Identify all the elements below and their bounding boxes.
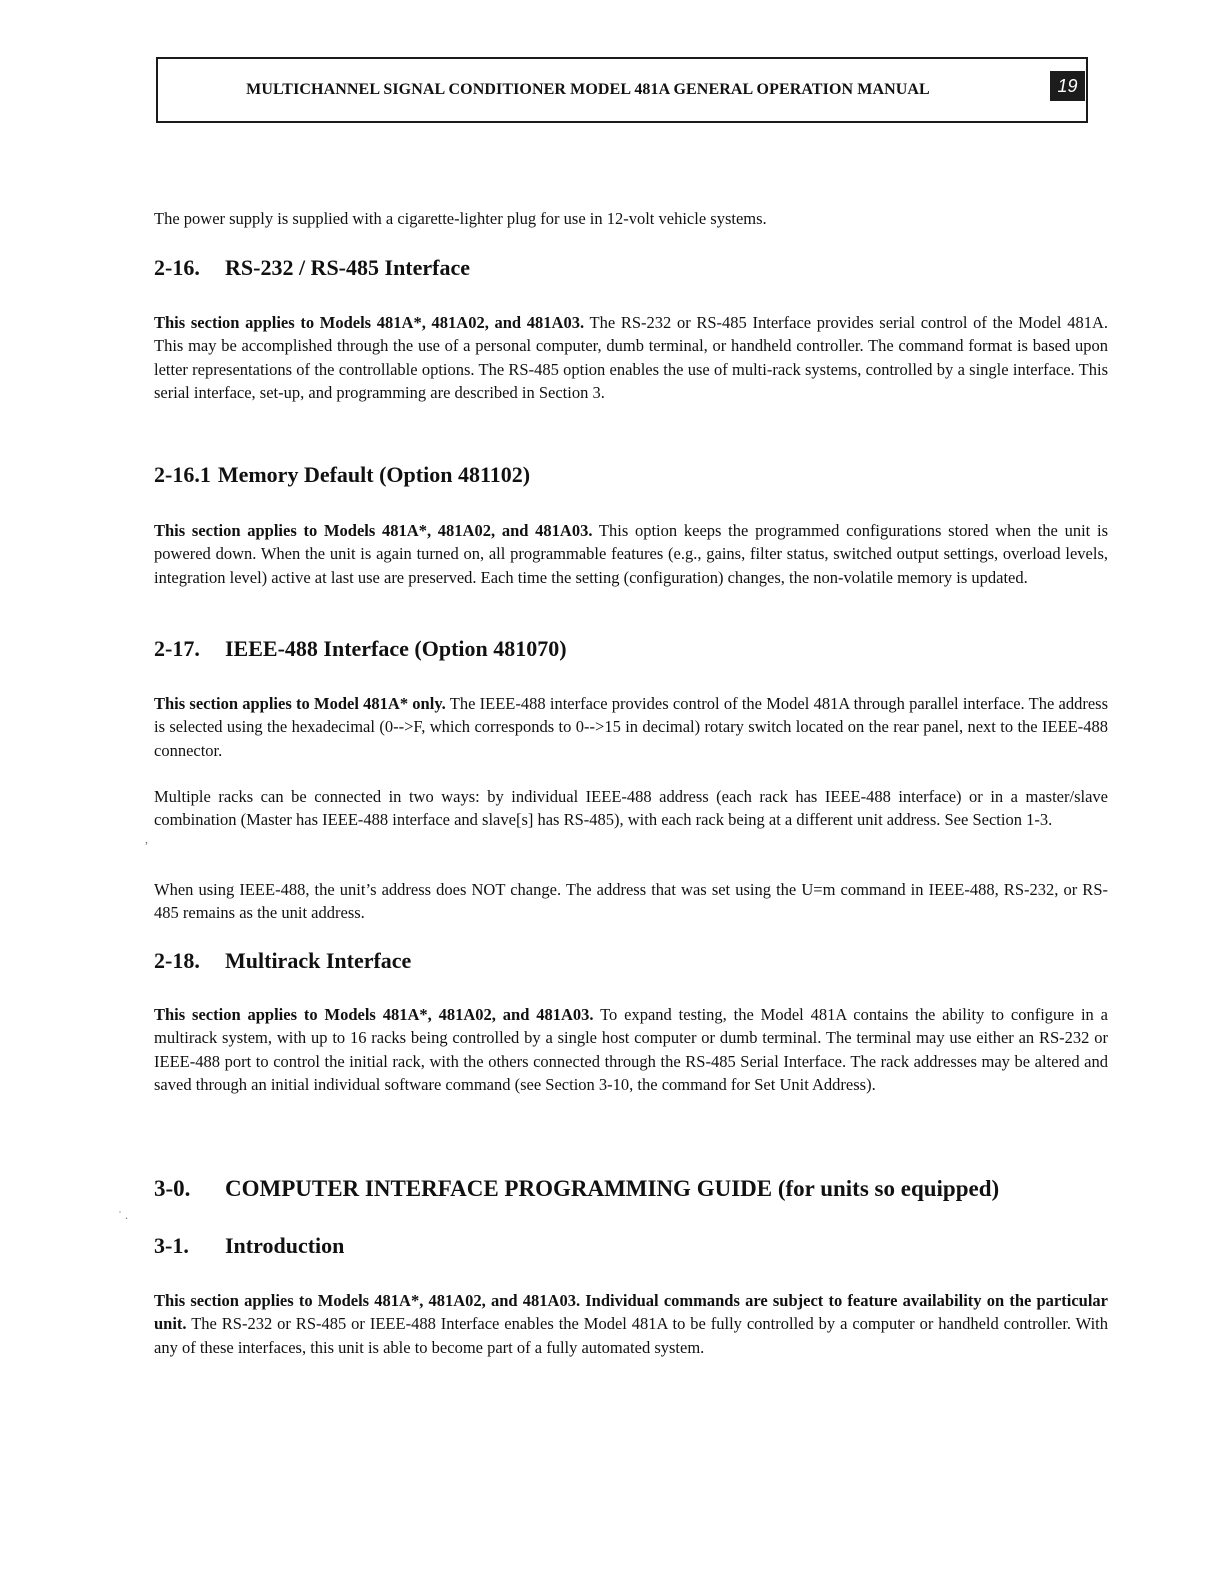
applies-to-note: This section applies to Models 481A*, 481A02, and 481A03. bbox=[154, 521, 593, 540]
section-heading-2-17 bbox=[154, 636, 567, 662]
paragraph-text: The RS-232 or RS-485 Interface provides serial control of the Model 481A. This may be accomplished through the use of a personal computer, dumb terminal, or handheld controller. The command format is based upon letter representations of the controllable options. The RS-485 option enables the use of multi-rack systems, controlled by a single interface. This serial interface, set-up, and programming are described in Section 3. bbox=[154, 313, 1108, 403]
applies-to-note: This section applies to Model 481A* only. bbox=[154, 694, 446, 713]
header-title: MULTICHANNEL SIGNAL CONDITIONER MODEL 481A GENERAL OPERATION MANUAL bbox=[246, 81, 930, 98]
section-title: Multirack Interface bbox=[225, 948, 412, 973]
section-title: COMPUTER INTERFACE PROGRAMMING GUIDE (for units so equipped) bbox=[225, 1176, 1000, 1201]
section-title: Memory Default (Option 481102) bbox=[217, 462, 531, 487]
paragraph-text: To expand testing, the Model 481A contains the ability to configure in a multirack system, with up to 16 racks being controlled by a single host computer or dumb terminal. The terminal may use either an RS-232 or IEEE-488 port to control the initial rack, with the others connected through the RS-485 Serial Interface. The rack addresses may be altered and saved through an initial individual software command (see Section 3-10, the command for Set Unit Address). bbox=[154, 1005, 1108, 1095]
section-paragraph bbox=[154, 692, 1108, 762]
section-title: RS-232 / RS-485 Interface bbox=[225, 255, 471, 280]
chapter-heading-3-0 bbox=[154, 1176, 999, 1202]
applies-to-note: This section applies to Models 481A*, 481A02, and 481A03. bbox=[154, 1005, 594, 1024]
section-heading-2-18 bbox=[154, 948, 411, 974]
intro-paragraph: The power supply is supplied with a cigarette-lighter plug for use in 12-volt vehicle systems. bbox=[154, 209, 767, 228]
section-paragraph bbox=[154, 1289, 1108, 1359]
section-heading-3-1 bbox=[154, 1233, 344, 1259]
section-paragraph bbox=[154, 311, 1108, 405]
section-paragraph: When using IEEE-488, the unit’s address does NOT change. The address that was set using the U=m command in IEEE-488, RS-232, or RS-485 remains as the unit address. bbox=[154, 880, 1108, 923]
section-number: 3-1. bbox=[154, 1233, 189, 1258]
page-header bbox=[156, 57, 1088, 123]
section-heading-2-16-1 bbox=[154, 462, 530, 488]
paragraph-text: The RS-232 or RS-485 or IEEE-488 Interface enables the Model 481A to be fully controlled by a computer or handheld controller. With any of these interfaces, this unit is able to become part of a fully automated system. bbox=[154, 1314, 1108, 1357]
page-number-badge: 19 bbox=[1050, 71, 1085, 101]
section-title: Introduction bbox=[225, 1233, 345, 1258]
section-number: 2-18. bbox=[154, 948, 200, 973]
paragraph-text: This option keeps the programmed configurations stored when the unit is powered down. When the unit is again turned on, all programmable features (e.g., gains, filter status, switched output settings, overload levels, integration level) active at last use are preserved. Each time the setting (configuration) changes, the non-volatile memory is updated. bbox=[154, 521, 1108, 587]
section-number: 2-16. bbox=[154, 255, 200, 280]
section-number: 2-16.1 bbox=[154, 462, 211, 487]
section-number: 2-17. bbox=[154, 636, 200, 661]
section-paragraph: Multiple racks can be connected in two ways: by individual IEEE-488 address (each rack has IEEE-488 interface) or in a master/slave combination (Master has IEEE-488 interface and slave[s] has RS-485), with each rack being at a different unit address. See Section 1-3. bbox=[154, 787, 1108, 830]
paragraph-text: The IEEE-488 interface provides control of the Model 481A through parallel interface. The address is selected using the hexadecimal (0-->F, which corresponds to 0-->15 in decimal) rotary switch located on the rear panel, next to the IEEE-488 connector. bbox=[154, 694, 1108, 760]
section-paragraph bbox=[154, 1003, 1108, 1097]
section-paragraph bbox=[154, 519, 1108, 589]
scan-speck: ˙ . bbox=[118, 1208, 128, 1222]
applies-to-note: This section applies to Models 481A*, 481A02, and 481A03. Individual commands are subject to feature availability on the particular unit. bbox=[154, 1291, 1108, 1334]
section-heading-2-16 bbox=[154, 255, 470, 281]
scan-speck: , bbox=[145, 832, 148, 846]
applies-to-note: This section applies to Models 481A*, 481A02, and 481A03. bbox=[154, 313, 585, 332]
section-title: IEEE-488 Interface (Option 481070) bbox=[225, 636, 567, 661]
section-number: 3-0. bbox=[154, 1176, 191, 1201]
